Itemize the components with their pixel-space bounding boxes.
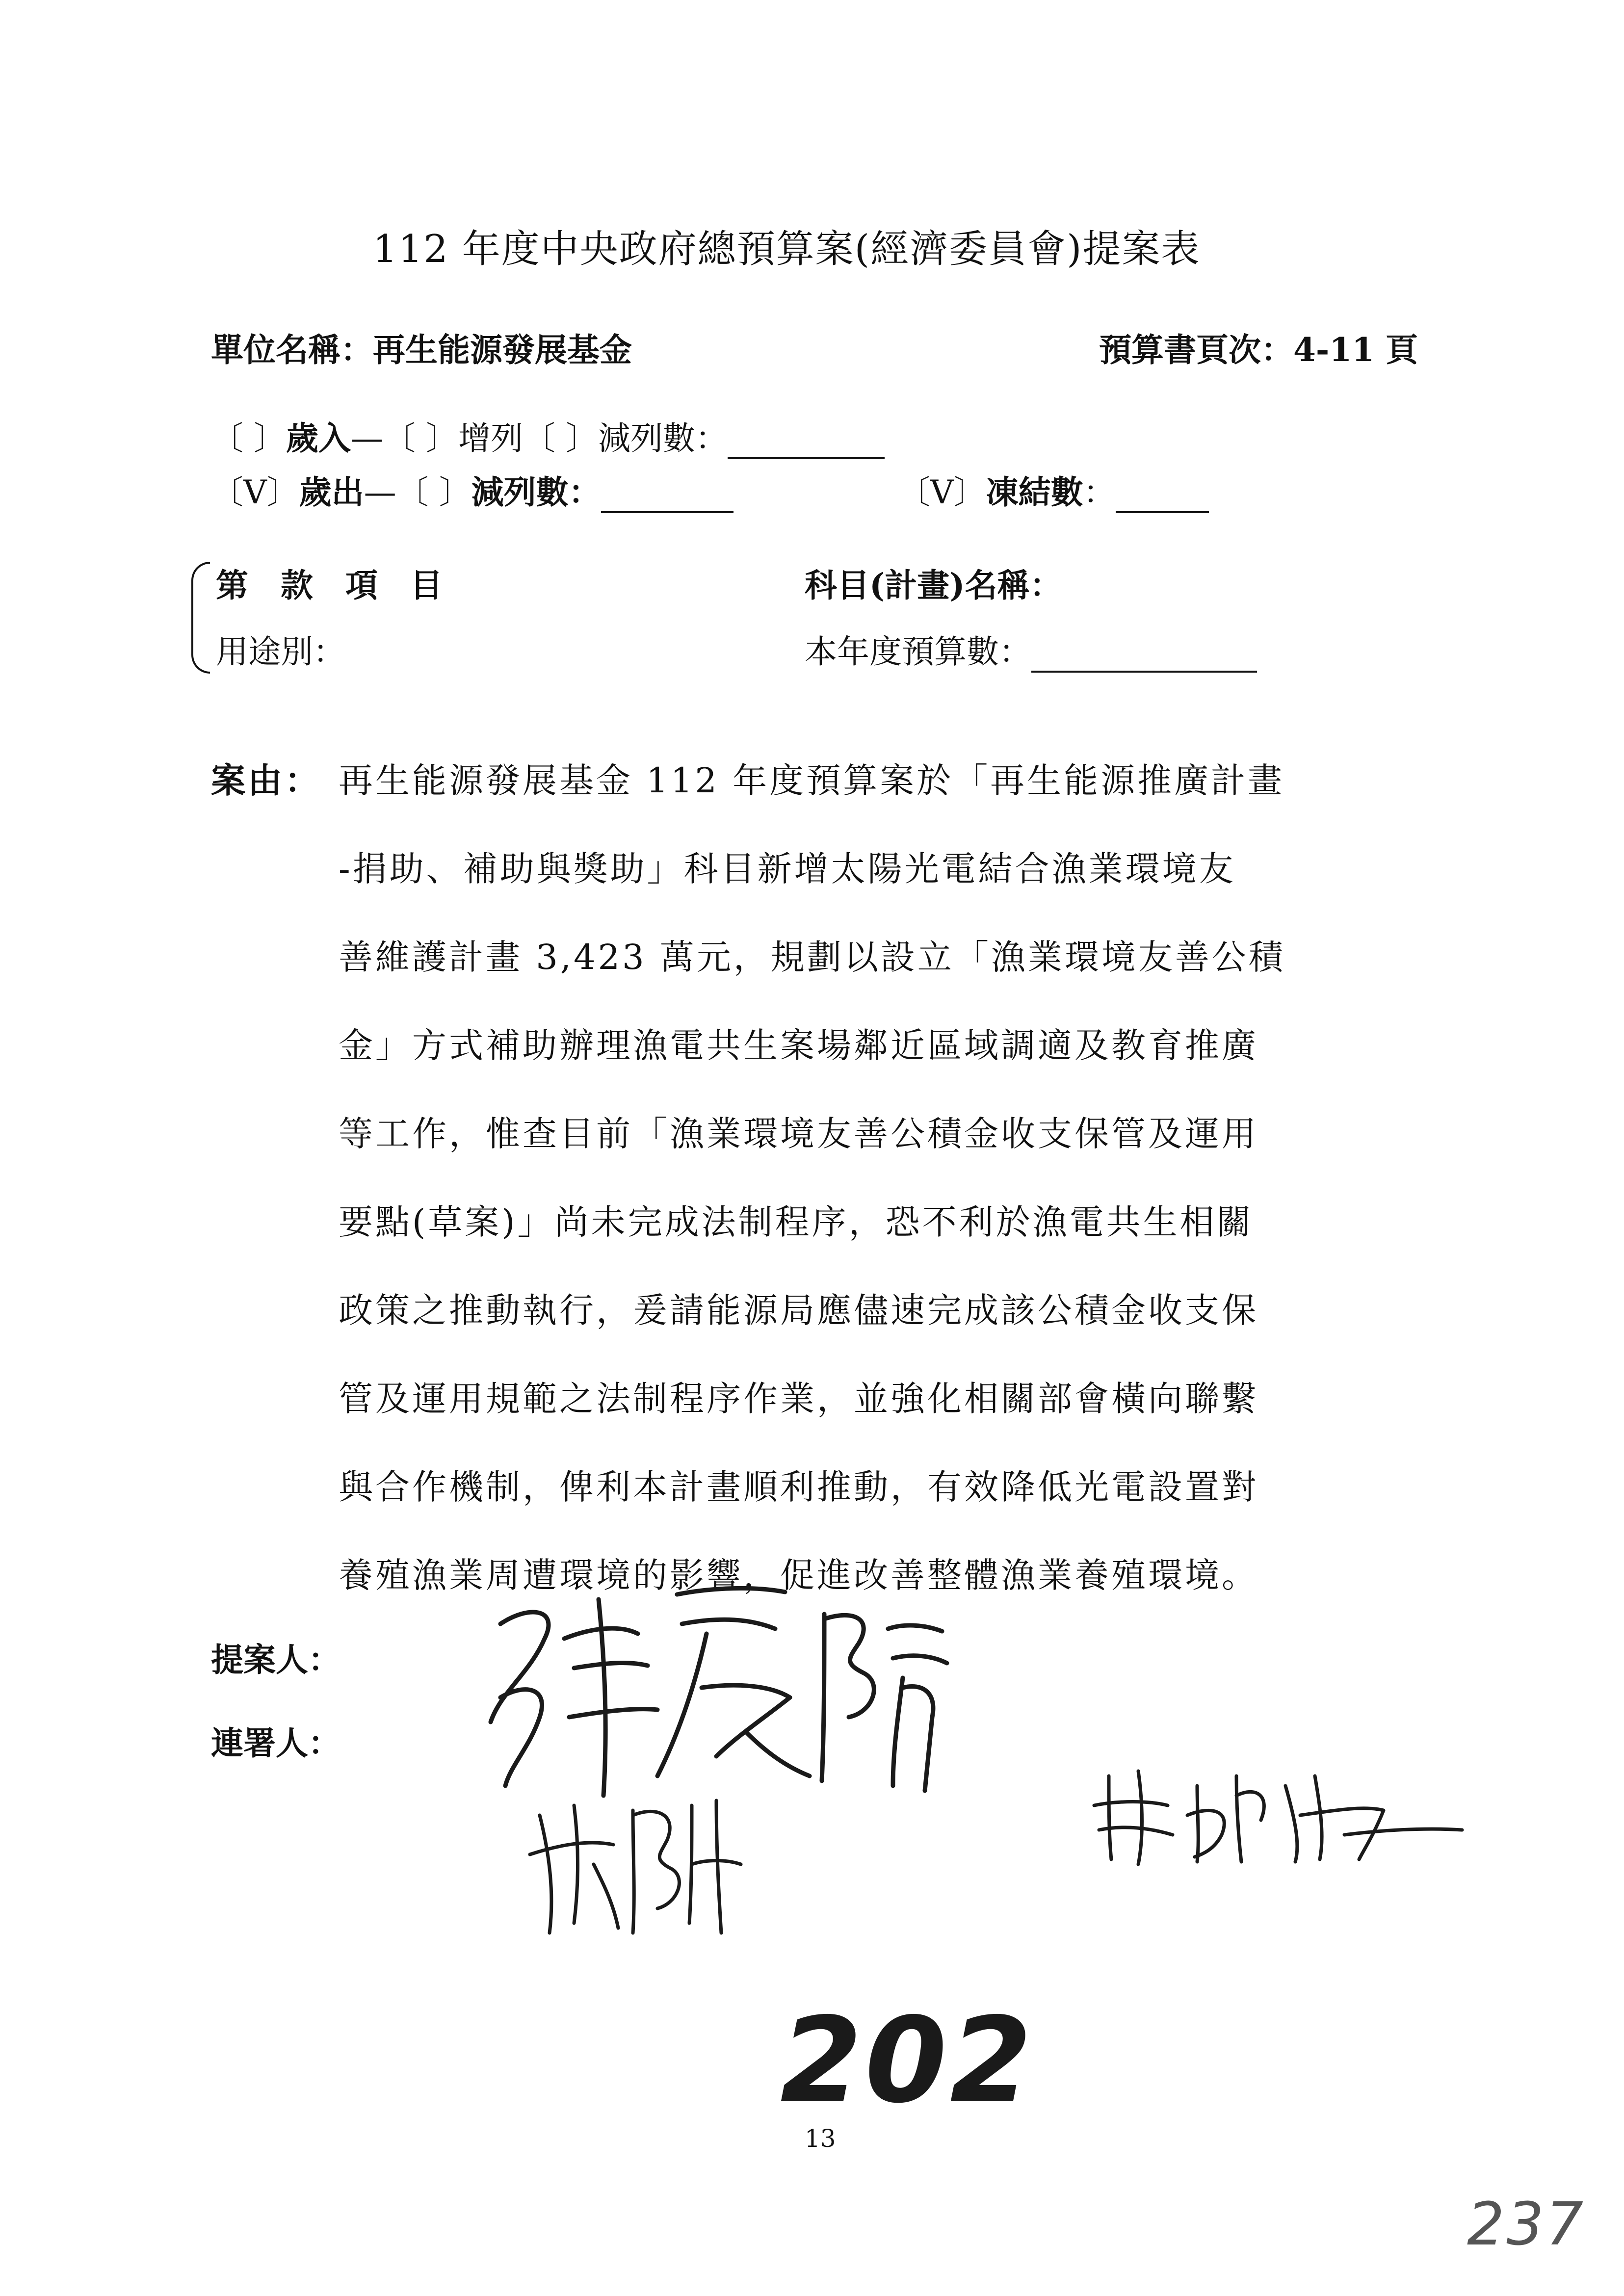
revenue-row [211, 412, 885, 459]
corner-number: 237 [1467, 2191, 1586, 2259]
case-line: 善維護計畫 3,423 萬元，規劃以設立「漁業環境友善公積 [339, 937, 1285, 977]
expenditure-label: 歲出 [299, 473, 364, 511]
cosigner-label: 連署人： [211, 1724, 341, 1762]
revenue-blank [728, 419, 885, 459]
expenditure-row [211, 466, 733, 513]
handwritten-number: 202 [780, 1992, 1035, 2129]
budget-amount-blank [1031, 633, 1257, 673]
case-line: 政策之推動執行，爰請能源局應儘速完成該公積金收支保 [339, 1290, 1258, 1331]
expenditure-options: —〔 〕 [364, 473, 471, 511]
case-line: -捐助、補助與獎助」科目新增太陽光電結合漁業環境友 [339, 849, 1236, 889]
revenue-label: 歲入 [286, 419, 351, 457]
unit-name: 單位名稱：再生能源發展基金 [211, 331, 632, 369]
expenditure-cut-label: 減列數： [471, 473, 601, 511]
freeze-colon: ： [1083, 473, 1116, 511]
freeze-blank [1116, 473, 1209, 513]
usage-label: 用途別： [216, 633, 345, 671]
cosigner-signature-right [1089, 1756, 1472, 1869]
case-line: 養殖漁業周遭環境的影響，促進改善整體漁業養殖環境。 [339, 1555, 1258, 1595]
expenditure-blank [601, 473, 733, 513]
revenue-checkbox: 〔 〕 [211, 419, 286, 457]
subject-label: 科目(計畫)名稱： [805, 566, 1062, 604]
case-line: 再生能源發展基金 112 年度預算案於「再生能源推廣計畫 [339, 760, 1285, 801]
freeze-label: 凍結數 [986, 473, 1083, 511]
case-line: 金」方式補助辦理漁電共生案場鄰近區域調適及教育推廣 [339, 1025, 1258, 1066]
case-line: 等工作，惟查目前「漁業環境友善公積金收支保管及運用 [339, 1114, 1258, 1154]
expenditure-checkbox: 〔V〕 [211, 473, 299, 511]
revenue-options: —〔 〕增列〔 〕減列數： [350, 419, 728, 457]
freeze-checkbox: 〔V〕 [898, 473, 986, 511]
budget-amount-row [805, 626, 1257, 673]
budget-page-ref: 預算書頁次：4-11 頁 [1099, 331, 1418, 369]
cosigner-signature-left [520, 1786, 751, 1943]
proposer-signature [471, 1570, 962, 1805]
freeze-row [898, 466, 1209, 513]
item-brace [191, 562, 210, 674]
page-title: 112 年度中央政府總預算案(經濟委員會)提案表 [373, 227, 1201, 271]
case-line: 與合作機制，俾利本計畫順利推動，有效降低光電設置對 [339, 1467, 1258, 1507]
case-line: 管及運用規範之法制程序作業，並強化相關部會橫向聯繫 [339, 1379, 1258, 1419]
item-label: 第 款 項 目 [216, 566, 443, 604]
proposer-label: 提案人： [211, 1641, 341, 1679]
page-number: 13 [805, 2124, 836, 2153]
case-line: 要點(草案)」尚未完成法制程序，恐不利於漁電共生相關 [339, 1202, 1254, 1242]
case-label: 案由： [211, 760, 321, 801]
budget-amount-label: 本年度預算數： [805, 633, 1031, 671]
